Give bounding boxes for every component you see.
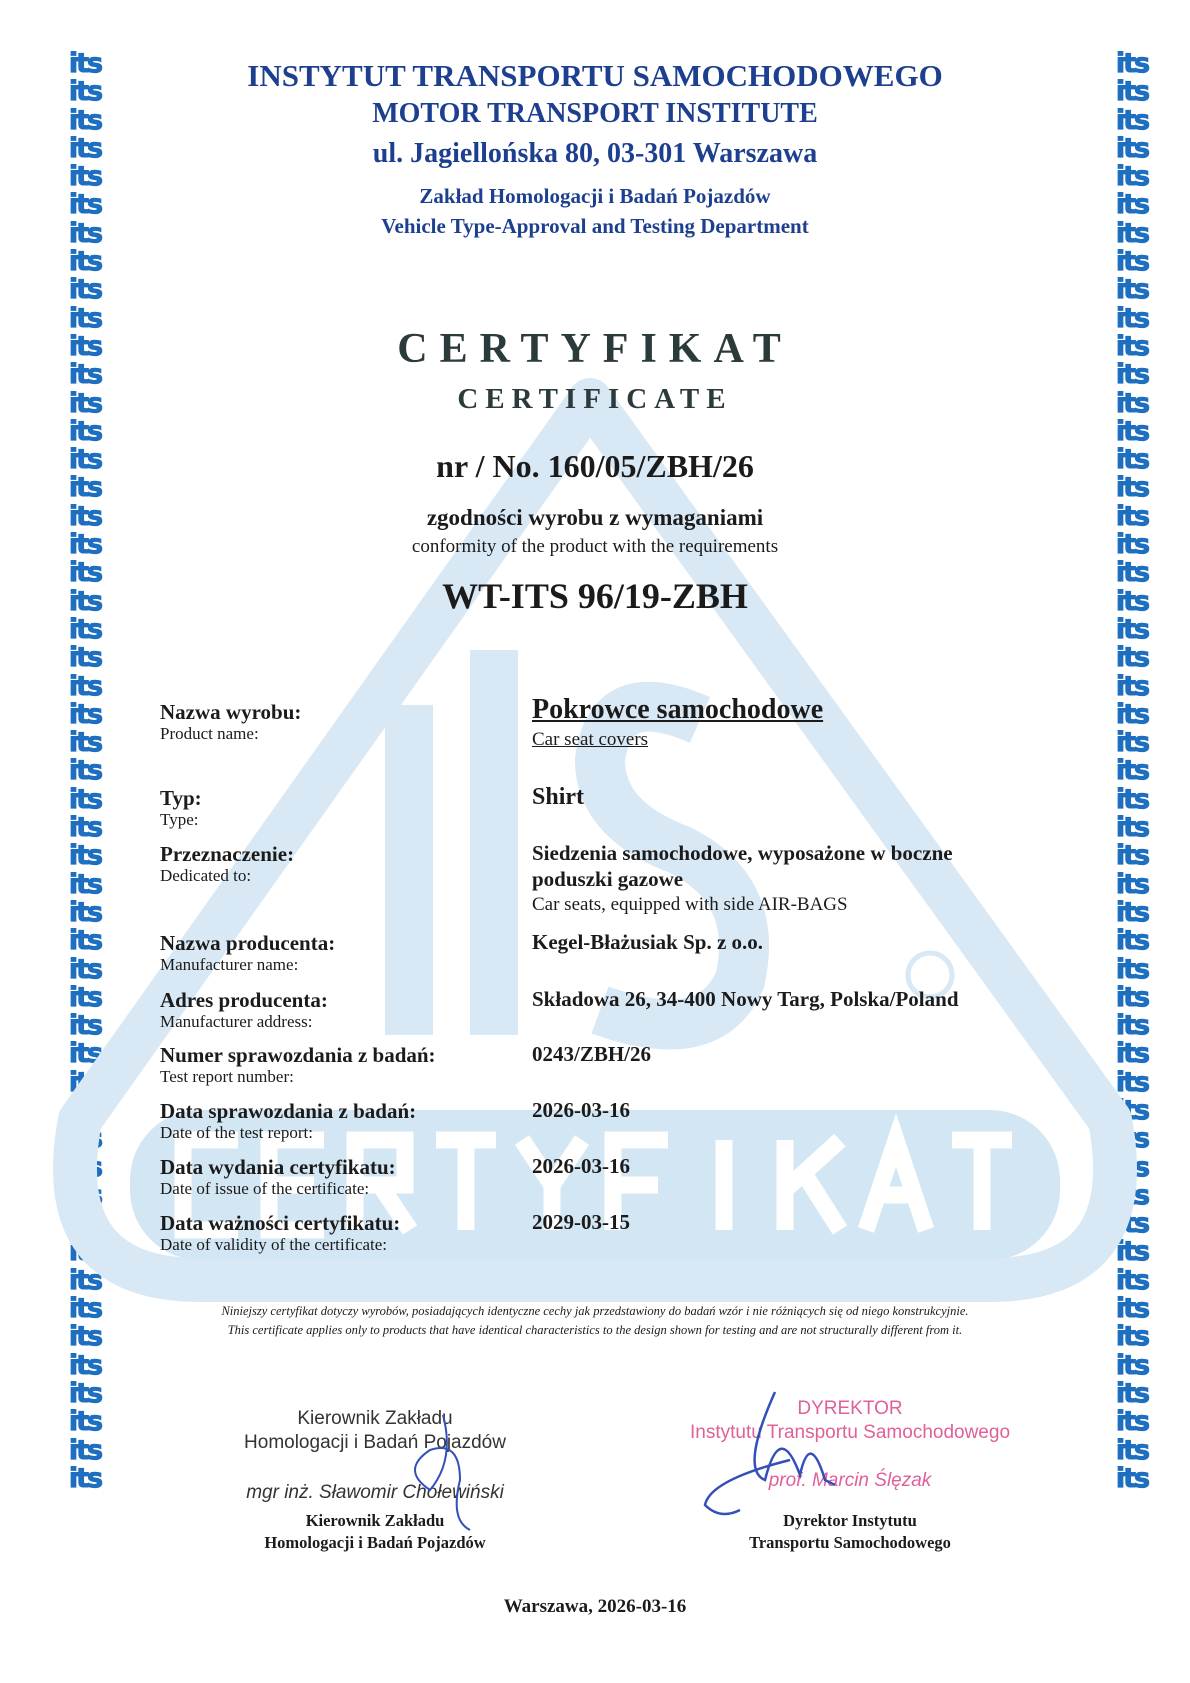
its-logo-icon: its	[1115, 981, 1149, 1013]
its-logo-icon: its	[68, 670, 102, 702]
right-stamp-name: prof. Marcin Ślęzak	[768, 1470, 932, 1491]
value: 0243/ZBH/26	[532, 1042, 652, 1066]
its-logo-icon: its	[1115, 896, 1149, 928]
its-logo-icon: its	[1115, 698, 1149, 730]
its-logo-icon: its	[68, 76, 102, 108]
its-logo-icon: its	[68, 48, 102, 79]
label-en: Date of validity of the certificate:	[160, 1235, 388, 1254]
its-logo-icon: its	[68, 1151, 102, 1183]
its-logo-icon: its	[1115, 246, 1149, 278]
value: Kegel-Błażusiak Sp. z o.o.	[532, 930, 764, 954]
place-date: Warszawa, 2026-03-16	[503, 1596, 687, 1617]
right-title-line1: Dyrektor Instytutu	[783, 1511, 917, 1530]
note-en: This certificate applies only to products that have identical characteristics to the design shown for testing and are not structurally different from it.	[227, 1323, 963, 1337]
its-logo-icon: its	[1115, 104, 1149, 136]
its-logo-icon: its	[68, 1066, 102, 1098]
its-logo-icon: its	[1115, 302, 1149, 334]
its-logo-icon: its	[68, 330, 102, 362]
value-line2: poduszki gazowe	[532, 867, 684, 891]
its-logo-icon: its	[68, 953, 102, 985]
its-logo-icon: its	[68, 1321, 102, 1353]
label-pl: Data ważności certyfikatu:	[160, 1211, 401, 1235]
its-logo-icon: its	[1115, 1264, 1149, 1296]
its-logo-icon: its	[68, 981, 102, 1013]
its-logo-icon: its	[68, 1208, 102, 1240]
its-logo-icon: its	[68, 613, 102, 645]
value: 2029-03-15	[532, 1210, 630, 1234]
value: 2026-03-16	[532, 1154, 630, 1178]
product-name-en: Car seat covers	[532, 729, 649, 750]
right-stamp-line2: Instytutu Transportu Samochodowego	[689, 1422, 1011, 1443]
its-logo-icon: its	[68, 840, 102, 872]
its-logo-icon: its	[68, 1377, 102, 1409]
its-logo-icon: its	[68, 812, 102, 844]
its-logo-icon: its	[68, 755, 102, 787]
its-logo-icon: its	[1115, 1010, 1149, 1042]
its-logo-icon: its	[1115, 868, 1149, 900]
value: Składowa 26, 34-400 Nowy Targ, Polska/Poland	[532, 987, 959, 1011]
label-en: Date of the test report:	[160, 1123, 313, 1142]
its-logo-icon: its	[1115, 1236, 1149, 1268]
certificate-number: nr / No. 160/05/ZBH/26	[436, 448, 754, 484]
label-pl: Nazwa wyrobu:	[160, 700, 302, 724]
its-logo-icon: its	[1115, 217, 1149, 249]
its-logo-icon: its	[1115, 529, 1149, 561]
its-logo-icon: its	[1115, 1038, 1149, 1070]
its-logo-icon: its	[68, 868, 102, 900]
its-logo-icon: its	[68, 1094, 102, 1126]
its-logo-icon: its	[1115, 840, 1149, 872]
its-logo-icon: its	[68, 1123, 102, 1155]
its-logo-icon: its	[68, 387, 102, 419]
its-logo-icon: its	[68, 161, 102, 193]
its-logo-icon: its	[68, 500, 102, 532]
its-logo-icon: its	[68, 1236, 102, 1268]
its-logo-icon: its	[1115, 1434, 1149, 1466]
its-logo-icon: its	[1115, 925, 1149, 957]
its-logo-icon: its	[1115, 642, 1149, 674]
institute-name-en: MOTOR TRANSPORT INSTITUTE	[372, 98, 818, 129]
conformity-pl: zgodności wyrobu z wymaganiami	[426, 505, 764, 530]
its-logo-icon: its	[1115, 1179, 1149, 1211]
its-logo-icon: its	[68, 1038, 102, 1070]
left-title-line2: Homologacji i Badań Pojazdów	[264, 1533, 486, 1552]
its-logo-icon: its	[68, 246, 102, 278]
department-pl: Zakład Homologacji i Badań Pojazdów	[419, 184, 771, 208]
institute-address: ul. Jagiellońska 80, 03-301 Warszawa	[372, 138, 818, 169]
its-logo-icon: its	[1115, 1321, 1149, 1353]
label-pl: Typ:	[160, 786, 202, 810]
its-logo-icon: its	[68, 472, 102, 504]
its-logo-icon: its	[68, 1434, 102, 1466]
right-stamp-line1: DYREKTOR	[797, 1398, 903, 1419]
its-logo-icon: its	[1115, 500, 1149, 532]
its-logo-icon: its	[1115, 132, 1149, 164]
left-title-line1: Kierownik Zakładu	[305, 1511, 445, 1530]
its-logo-icon: its	[1115, 1293, 1149, 1325]
department-en: Vehicle Type-Approval and Testing Department	[381, 214, 809, 238]
its-logo-icon: its	[68, 557, 102, 589]
title-pl: CERTYFIKAT	[397, 326, 793, 372]
its-logo-icon: its	[1115, 953, 1149, 985]
its-logo-icon: its	[68, 359, 102, 391]
left-stamp-line1: Kierownik Zakładu	[297, 1408, 453, 1429]
value: Shirt	[532, 784, 585, 810]
label-pl: Data wydania certyfikatu:	[160, 1155, 396, 1179]
label-pl: Adres producenta:	[160, 988, 328, 1012]
left-stamp-name: mgr inż. Sławomir Chołewiński	[246, 1482, 504, 1503]
value: 2026-03-16	[532, 1098, 630, 1122]
its-logo-icon: its	[1115, 415, 1149, 447]
label-en: Product name:	[160, 724, 259, 743]
its-logo-icon: its	[1115, 783, 1149, 815]
its-logo-icon: its	[1115, 1406, 1149, 1438]
its-logo-icon: its	[1115, 1462, 1149, 1494]
left-stamp-line2: Homologacji i Badań Pojazdów	[244, 1432, 506, 1453]
label-pl: Przeznaczenie:	[160, 842, 295, 866]
its-logo-icon: its	[68, 529, 102, 561]
its-logo-icon: its	[1115, 585, 1149, 617]
value-en: Car seats, equipped with side AIR-BAGS	[532, 894, 848, 915]
its-logo-icon: its	[68, 302, 102, 334]
its-logo-icon: its	[68, 1349, 102, 1381]
its-logo-icon: its	[1115, 1151, 1149, 1183]
standard: WT-ITS 96/19-ZBH	[442, 576, 748, 616]
its-logo-icon: its	[1115, 1349, 1149, 1381]
its-logo-icon: its	[1115, 330, 1149, 362]
its-logo-icon: its	[68, 104, 102, 136]
right-title-line2: Transportu Samochodowego	[749, 1533, 951, 1552]
label-en: Manufacturer name:	[160, 955, 299, 974]
its-logo-icon: its	[68, 642, 102, 674]
label-en: Manufacturer address:	[160, 1012, 313, 1031]
its-logo-icon: its	[1115, 1208, 1149, 1240]
its-logo-icon: its	[68, 274, 102, 306]
conformity-en: conformity of the product with the requirements	[411, 536, 779, 557]
its-logo-icon: its	[1115, 387, 1149, 419]
label-en: Test report number:	[160, 1067, 294, 1086]
its-logo-icon: its	[68, 189, 102, 221]
its-logo-icon: its	[68, 1462, 102, 1494]
its-logo-icon: its	[68, 1293, 102, 1325]
its-logo-icon: its	[1115, 613, 1149, 645]
its-logo-icon: its	[68, 444, 102, 476]
its-logo-icon: its	[1115, 359, 1149, 391]
title-en: CERTIFICATE	[457, 383, 733, 415]
its-logo-icon: its	[1115, 557, 1149, 589]
its-logo-icon: its	[68, 1406, 102, 1438]
its-logo-icon: its	[68, 783, 102, 815]
its-logo-icon: its	[1115, 755, 1149, 787]
its-logo-icon: its	[68, 132, 102, 164]
label-pl: Data sprawozdania z badań:	[160, 1099, 417, 1123]
its-logo-icon: its	[1115, 1094, 1149, 1126]
its-logo-icon: its	[68, 1179, 102, 1211]
its-logo-icon: its	[1115, 670, 1149, 702]
its-logo-icon: its	[1115, 274, 1149, 306]
its-logo-icon: its	[1115, 76, 1149, 108]
product-name: Pokrowce samochodowe	[532, 694, 824, 725]
its-logo-icon: its	[68, 217, 102, 249]
its-logo-icon: its	[68, 896, 102, 928]
its-logo-icon: its	[1115, 48, 1149, 79]
its-logo-icon: its	[68, 1264, 102, 1296]
its-logo-icon: its	[1115, 1377, 1149, 1409]
its-logo-icon: its	[1115, 189, 1149, 221]
label-pl: Nazwa producenta:	[160, 931, 336, 955]
label-en: Date of issue of the certificate:	[160, 1179, 370, 1198]
label-en: Type:	[160, 810, 199, 829]
institute-name-pl: INSTYTUT TRANSPORTU SAMOCHODOWEGO	[247, 58, 943, 93]
note-pl: Niniejszy certyfikat dotyczy wyrobów, posiadających identyczne cechy jak przedstawiony do badań wzór i nie różniących się od niego konstrukcyjnie.	[221, 1304, 969, 1318]
label-en: Dedicated to:	[160, 866, 252, 885]
its-logo-icon: its	[1115, 444, 1149, 476]
its-logo-icon: its	[1115, 812, 1149, 844]
its-logo-icon: its	[1115, 727, 1149, 759]
its-logo-icon: its	[68, 727, 102, 759]
its-logo-icon: its	[1115, 161, 1149, 193]
its-logo-icon: its	[68, 415, 102, 447]
its-logo-icon: its	[1115, 1066, 1149, 1098]
its-logo-icon: its	[68, 925, 102, 957]
its-logo-icon: its	[68, 585, 102, 617]
label-pl: Numer sprawozdania z badań:	[160, 1043, 436, 1067]
value: Siedzenia samochodowe, wyposażone w boczne	[532, 841, 953, 865]
its-logo-icon: its	[68, 698, 102, 730]
its-logo-icon: its	[1115, 472, 1149, 504]
its-logo-icon: its	[1115, 1123, 1149, 1155]
its-logo-icon: its	[68, 1010, 102, 1042]
